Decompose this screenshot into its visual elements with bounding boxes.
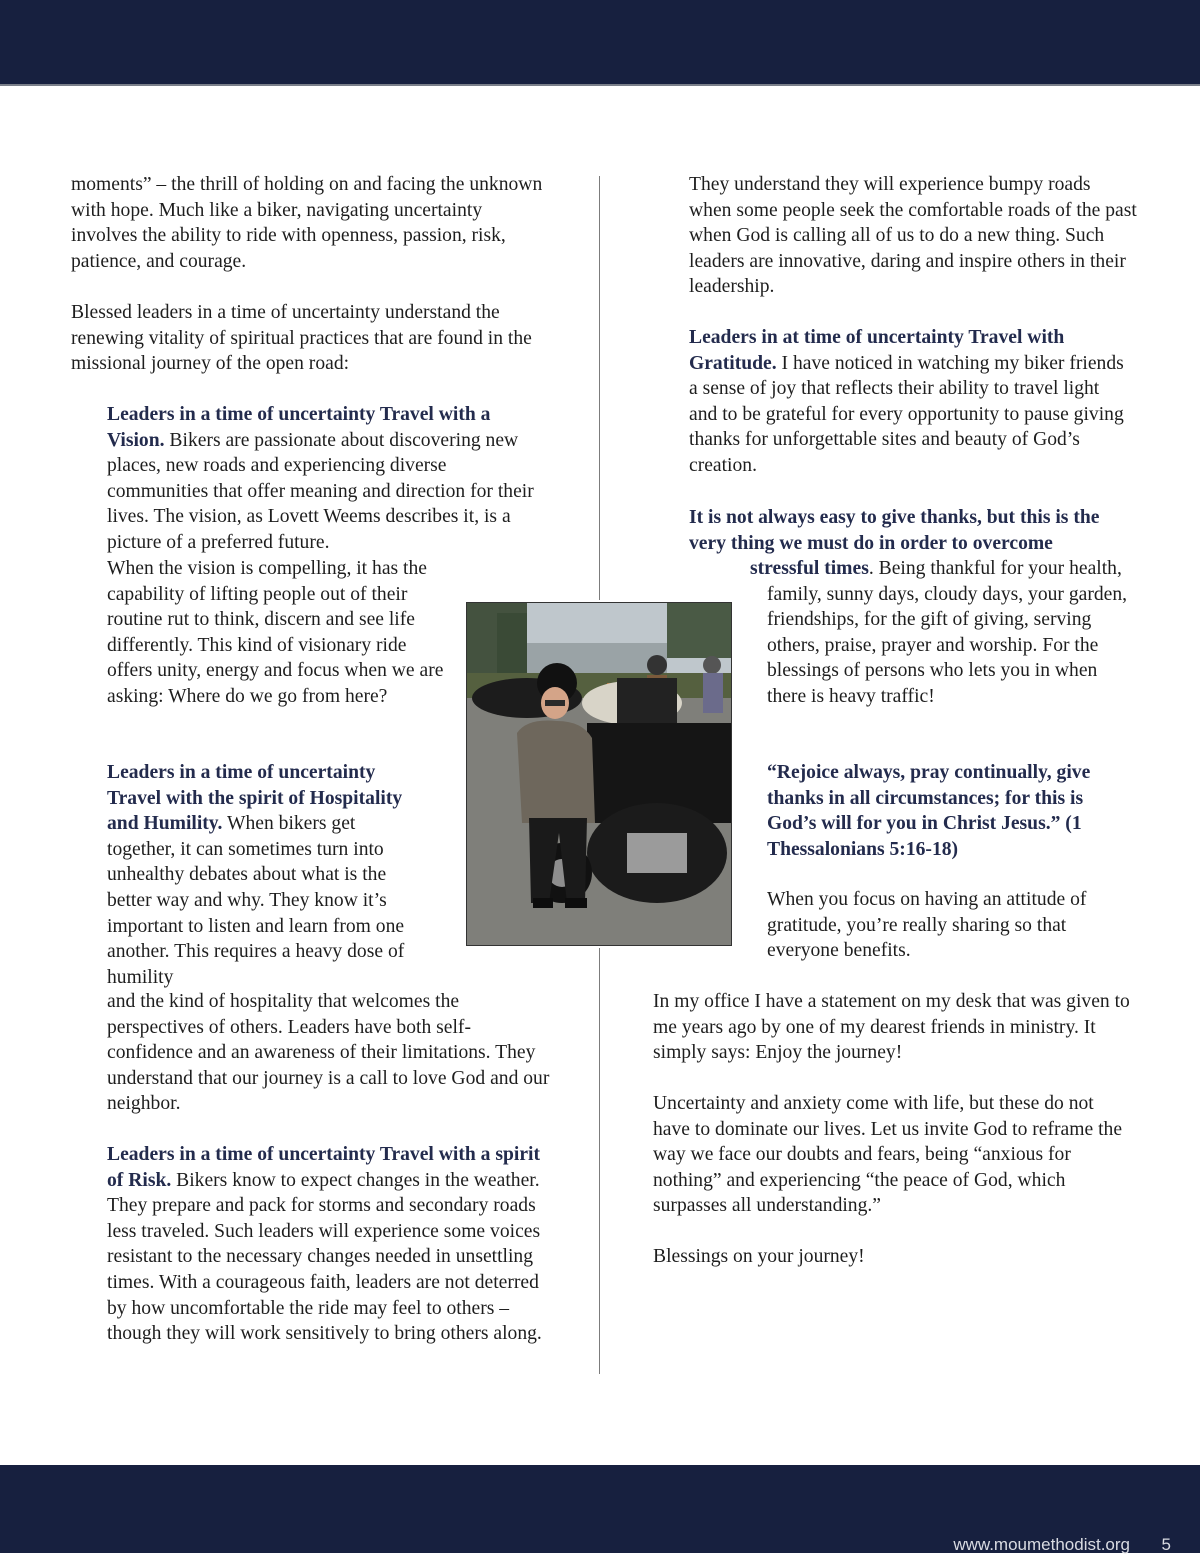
vision-section-b: When the vision is compelling, it has the capability of lifting people out of their routine rut to think, discern and see life differently. This kind of visionary ride offers unity, energy and focus when we are asking: Where do we go from here? (107, 558, 444, 707)
practices-paragraph: Blessed leaders in a time of uncertainty understand the renewing vitality of spiritual practices that are found in the missional journey of the open road: (71, 302, 532, 375)
thanks-body: . Being thankful for your health, family, sunny days, cloudy days, your garden, friendships, for the gift of giving, serving others, praise, prayer and worship. For the blessings of persons who lets you in when there is heavy traffic! (767, 558, 1128, 707)
thanks-heading-block: It is not always easy to give thanks, but this is the very thing we must do in order to overcome (689, 507, 1100, 554)
risk-heading: Leaders in a time of uncertainty Travel with a spirit of Risk. (107, 1144, 541, 1191)
intro-paragraph: moments” – the thrill of holding on and facing the unknown with hope. Much like a biker, navigating uncertainty involves the ability to ride with openness, passion, risk, patience, and courage. (71, 174, 543, 272)
column-divider-bottom (599, 948, 600, 1374)
footer-website-link[interactable]: www.moumethodist.org (953, 1535, 1130, 1554)
risk-section (107, 1142, 555, 1347)
gratitude-body: I have noticed in watching my biker friends a sense of joy that reflects their ability to travel light and to be grateful for every opportunity to pause giving thanks for unforgettable sites and beauty of God’s creation. (689, 352, 1124, 476)
biker-photo (466, 602, 732, 946)
column-divider-top (599, 176, 600, 600)
closing-line: Blessings on your journey! (653, 1246, 865, 1267)
anxiety-paragraph: Uncertainty and anxiety come with life, but these do not have to dominate our lives. Let us invite God to reframe the way we face our doubts and fears, being “anxious for nothing” and experiencing “the peace of God, which surpasses all understanding.” (653, 1093, 1123, 1217)
vision-heading: Leaders in a time of uncertainty Travel with a Vision. (107, 404, 491, 451)
vision-section-a (107, 402, 537, 556)
gratitude-section (689, 325, 1124, 479)
vision-body-a: Bikers are passionate about discovering new places, new roads and experiencing diverse communities that offer meaning and direction for their lives. The vision, as Lovett Weems describes it, is a picture of a preferred future. (107, 429, 534, 553)
hospitality-section-b: and the kind of hospitality that welcomes the perspectives of others. Leaders have both self-confidence and an awareness of their limitations. They understand that our journey is a call to love God and our neighbor. (107, 991, 550, 1115)
hospitality-section-a (107, 760, 417, 990)
scripture-quote: “Rejoice always, pray continually, give thanks in all circumstances; for this is God’s will for you in Christ Jesus.” (1 Thessalonians 5:16-18) (767, 762, 1091, 860)
thanks-section (750, 556, 1132, 710)
thanks-heading-end: stressful times (750, 558, 869, 579)
focus-paragraph: When you focus on having an attitude of gratitude, you’re really sharing so that everyone benefits. (767, 889, 1087, 962)
risk-body: Bikers know to expect changes in the weather. They prepare and pack for storms and secondary roads less traveled. Such leaders will experience some voices resistant to the necessary changes needed in unsettling times. With a courageous faith, leaders are not deterred by how uncomfortable the ride may feel to others – though they will work sensitively to bring others along. (107, 1169, 542, 1345)
gratitude-heading: Leaders in at time of uncertainty Travel with Gratitude. (689, 327, 1065, 374)
hospitality-body-a: When bikers get together, it can sometimes turn into unhealthy debates about what is the better way and why. They know it’s important to listen and learn from one another. This requires a heavy dose of humility (107, 813, 405, 988)
bumpy-roads-paragraph: They understand they will experience bumpy roads when some people seek the comfortable roads of the past when God is calling all of us to do a new thing. Such leaders are innovative, daring and inspire others in their leadership. (689, 174, 1137, 298)
page-number: 5 (1161, 1535, 1171, 1554)
hospitality-heading: Leaders in a time of uncertainty Travel with the spirit of Hospitality and Humility. (107, 762, 403, 835)
office-paragraph: In my office I have a statement on my desk that was given to me years ago by one of my dearest friends in ministry. It simply says: Enjoy the journey! (653, 991, 1130, 1064)
top-banner (0, 0, 1200, 86)
biker-photo-illustration (467, 603, 731, 945)
